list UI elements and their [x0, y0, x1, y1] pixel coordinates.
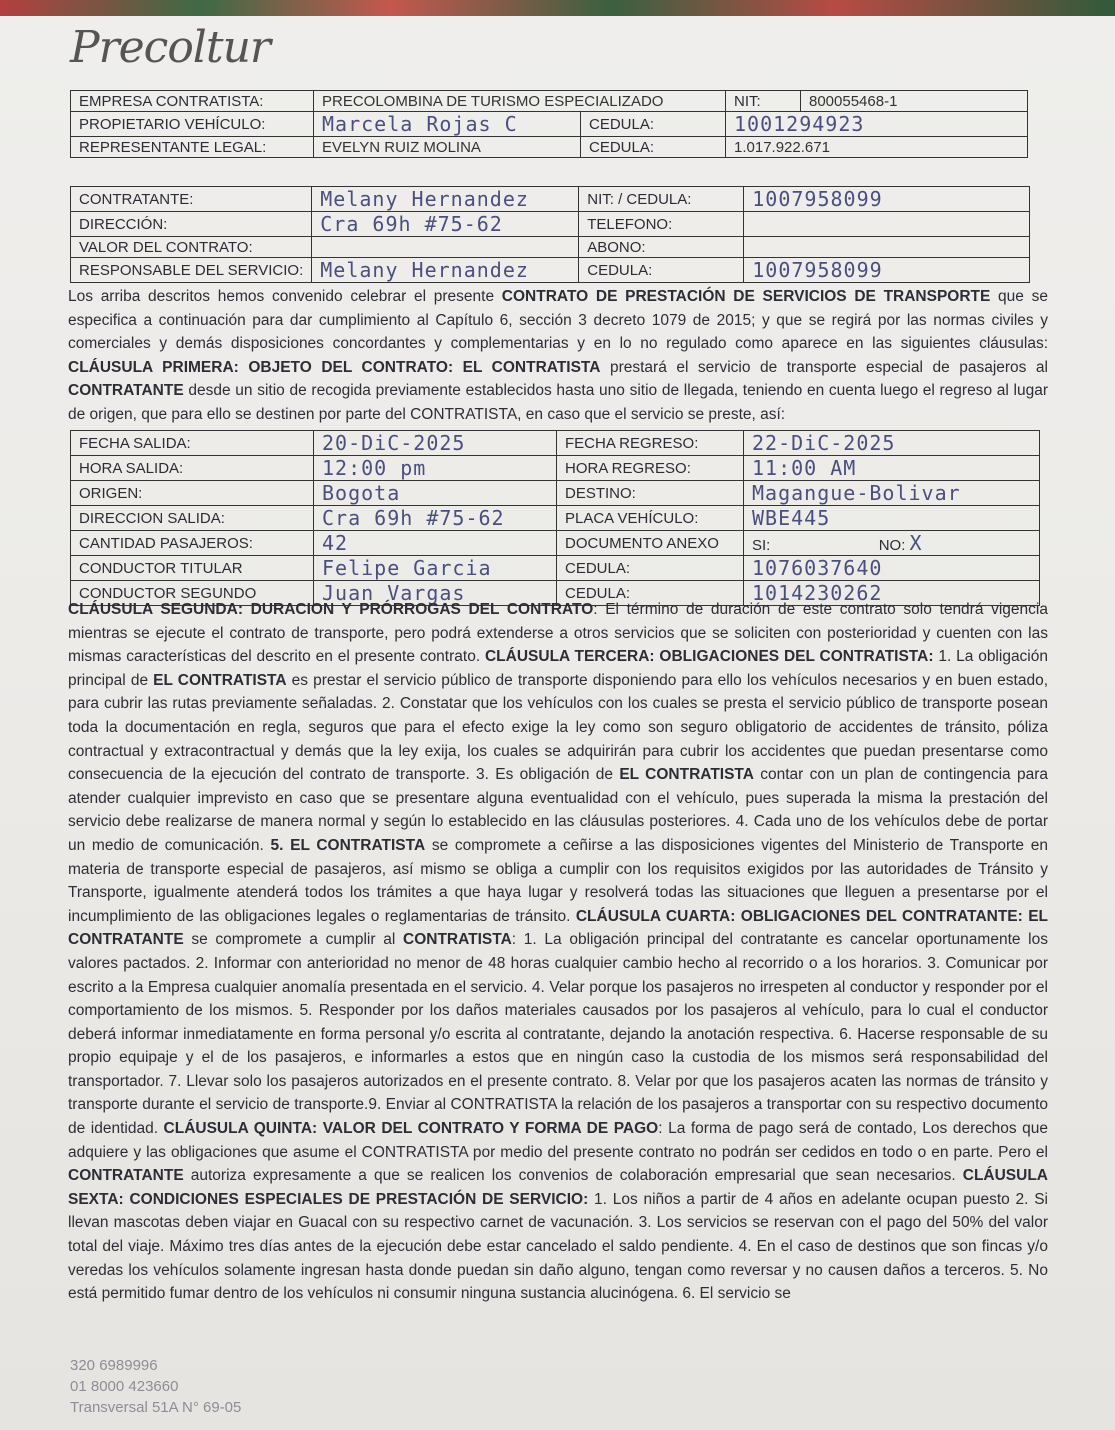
telefono-label: TELEFONO:	[579, 212, 744, 237]
hora-regreso-value: 11:00 AM	[744, 456, 1040, 481]
si-label: SI:	[752, 537, 771, 554]
clause-cuarta-title: CLÁUSULA CUARTA: OBLIGACIONES DEL CONTRATANTE: EL CONTRATANTE	[68, 907, 1049, 949]
clause-sexta-title: CLÁUSULA SEXTA: CONDICIONES ESPECIALES DE PRESTACIÓN DE SERVICIO:	[68, 1167, 1048, 1208]
footer-phone-1: 320 6989996	[70, 1357, 158, 1374]
conductor-segundo-label: CONDUCTOR SEGUNDO	[71, 581, 314, 606]
clause-bold-3: EL CONTRATISTA	[153, 671, 287, 689]
clause-primera-title: CLÁUSULA PRIMERA: OBJETO DEL CONTRATO: EL CONTRATISTA	[68, 358, 601, 376]
clause-text-3: es prestar el servicio público de transporte disponiendo para ello los vehículos necesarios y en buen estado, para cubrir las rutas previamente señaladas. 2. Constatar que los vehículos con los cuales se presta el servicio público de transporte posean toda la documentación en regla, seguros que para el efecto exige la ley como son seguro obligatorio de accidentes de tránsito, póliza contractual y extracontractual y demás que la ley exija, los cuales se adquirirán para cubrir los accidentes que puedan presentarse como consecuencia de la ejecución del contrato de transporte. 3. Es obligación de	[68, 671, 1049, 784]
intro-text-4: desde un sitio de recogida previamente establecidos hasta uno sitio de llegada, teniendo en cuenta luego el regreso al lugar de origen, que para ello se destinen por parte del CONTRATISTA, en caso que el servicio se preste, así:	[68, 382, 1048, 423]
direccion-value: Cra 69h #75-62	[312, 212, 579, 237]
hora-salida-value: 12:00 pm	[314, 456, 557, 481]
representante-value: EVELYN RUIZ MOLINA	[314, 137, 581, 158]
conductor-titular-value: Felipe Garcia	[314, 556, 557, 581]
conductor-segundo-cedula-label: CEDULA:	[557, 581, 744, 606]
intro-text-2: que se especifica a continuación para dar cumplimiento al Capítulo 6, sección 3 decreto 1079 de 2015; y que se regirá por las normas civiles y comerciales y demás disposiciones concordantes y complementarias y en lo no regulado como aparece en las siguientes cláusulas:	[68, 288, 1048, 353]
clauses-paragraph	[68, 598, 1048, 1306]
clause-tercera-title: CLÁUSULA TERCERA: OBLIGACIONES DEL CONTRATISTA:	[484, 648, 934, 666]
origen-label: ORIGEN:	[71, 481, 314, 506]
empresa-value: PRECOLOMBINA DE TURISMO ESPECIALIZADO	[314, 91, 726, 112]
clause-text-1: : El término de duración de este contrato solo tendrá vigencia mientras se ejecute el contrato de transporte, pero podrá extenderse a otros servicios que se soliciten con posterioridad y cuenten con las mismas características del descrito en el presente contrato.	[68, 601, 1048, 666]
abono-label: ABONO:	[579, 237, 744, 258]
clause-bold-4: EL CONTRATISTA	[619, 766, 754, 784]
intro-bold-3: CONTRATANTE	[68, 382, 184, 400]
clause-quinta-title: CLÁUSULA QUINTA: VALOR DEL CONTRATO Y FORMA DE PAGO	[163, 1120, 659, 1138]
intro-text-1: Los arriba descritos hemos convenido celebrar el presente	[68, 288, 502, 305]
direccion-label: DIRECCIÓN:	[71, 212, 312, 237]
telefono-value	[744, 212, 1030, 237]
fecha-salida-label: FECHA SALIDA:	[71, 431, 314, 456]
empresa-label: EMPRESA CONTRATISTA:	[71, 91, 314, 112]
valor-label: VALOR DEL CONTRATO:	[71, 237, 312, 258]
nit-value: 800055468-1	[801, 91, 1028, 112]
cantidad-label: CANTIDAD PASAJEROS:	[71, 531, 314, 556]
placa-value: WBE445	[744, 506, 1040, 531]
propietario-cedula-label: CEDULA:	[581, 112, 726, 137]
propietario-value: Marcela Rojas C	[314, 112, 581, 137]
conductor-titular-label: CONDUCTOR TITULAR	[71, 556, 314, 581]
hora-regreso-label: HORA REGRESO:	[557, 456, 744, 481]
clause-bold-9: CONTRATANTE	[68, 1167, 184, 1185]
responsable-label: RESPONSABLE DEL SERVICIO:	[71, 258, 312, 283]
clause-text-2: 1. La obligación principal de	[68, 648, 1048, 689]
conductor-segundo-cedula-value: 1014230262	[744, 581, 1040, 606]
clause-text-5: se compromete a ceñirse a las disposiciones vigentes del Ministerio de Transporte en materia de transporte especial de pasajeros, así mismo se obliga a cumplir con los requisitos exigidos por las autoridades de Tránsito y Transporte, igualmente atenderá todos los trámites a que haya lugar y resolverá todas las situaciones que lleguen a presentarse por el incumplimiento de las obligaciones legales o reglamentarias de tránsito.	[68, 836, 1048, 925]
valor-value	[312, 237, 579, 258]
company-info-table	[70, 90, 1028, 158]
intro-bold-1: CONTRATO DE PRESTACIÓN DE SERVICIOS DE TRANSPORTE	[501, 288, 991, 305]
destino-value: Magangue-Bolivar	[744, 481, 1040, 506]
no-label: NO:	[878, 537, 906, 554]
propietario-cedula-value: 1001294923	[726, 112, 1028, 137]
clause-text-4: contar con un plan de contingencia para atender cualquier imprevisto en caso que se presentare alguna eventualidad con el vehículo, pues superada la misma la prestación del servicio debe realizarse de manera normal y según lo establecido en las cláusulas posteriores. 4. Cada uno de los vehículos debe de portar un medio de comunicación.	[68, 766, 1049, 854]
documento-anexo-label: DOCUMENTO ANEXO	[557, 531, 744, 556]
clause-bold-5: 5. EL CONTRATISTA	[270, 836, 426, 854]
nit-label: NIT:	[726, 91, 801, 112]
responsable-cedula-label: CEDULA:	[579, 258, 744, 283]
footer-contact	[70, 1355, 241, 1418]
company-logo: Precoltur	[70, 22, 270, 73]
destino-label: DESTINO:	[557, 481, 744, 506]
responsable-value: Melany Hernandez	[312, 258, 579, 283]
footer-address: Transversal 51A N° 69-05	[70, 1399, 242, 1416]
origen-value: Bogota	[314, 481, 557, 506]
clause-text-10: 1. Los niños a partir de 4 años en adelante ocupan puesto 2. Si llevan mascotas deben viajar en Guacal con su respectivo carnet de vacunación. 3. Los servicios se reservan con el pago del 50% del valor total del viaje. Máximo tres días antes de la ejecución debe estar cancelado el saldo pendiente. 4. En el caso de destinos que son fincas y/o veredas los vehículos solamente ingresan hasta donde puedan sin daño alguno, tengan como reversar y no causen daños a terceros. 5. No está permitido fumar dentro de los vehículos ni consumir ninguna sustancia alucinógena. 6. El servicio se	[68, 1190, 1049, 1303]
nit-cedula-label: NIT: / CEDULA:	[579, 187, 744, 212]
tablecloth-edge	[0, 0, 1115, 16]
representante-cedula-label: CEDULA:	[581, 137, 726, 158]
clause-text-9: autoriza expresamente a que se realicen los convenios de colaboración empresarial que sean necesarios.	[183, 1167, 963, 1185]
abono-value	[744, 237, 1030, 258]
footer-phone-2: 01 8000 423660	[70, 1378, 179, 1395]
nit-cedula-value: 1007958099	[744, 187, 1030, 212]
fecha-salida-value: 20-DiC-2025	[314, 431, 557, 456]
clause-text-6: se compromete a cumplir al	[183, 931, 403, 949]
responsable-cedula-value: 1007958099	[744, 258, 1030, 283]
clause-bold-7: CONTRATISTA	[403, 931, 512, 949]
conductor-segundo-value: Juan Vargas	[314, 581, 557, 606]
contratante-table	[70, 186, 1030, 283]
conductor-titular-cedula-value: 1076037640	[744, 556, 1040, 581]
propietario-label: PROPIETARIO VEHÍCULO:	[71, 112, 314, 137]
trip-table	[70, 430, 1040, 606]
documento-anexo-options	[744, 531, 1040, 556]
representante-label: REPRESENTANTE LEGAL:	[71, 137, 314, 158]
conductor-titular-cedula-label: CEDULA:	[557, 556, 744, 581]
contratante-label: CONTRATANTE:	[71, 187, 312, 212]
clause-text-7: : 1. La obligación principal del contratante es cancelar oportunamente los valores pactados. 2. Informar con anterioridad no menor de 48 horas cualquier cambio hecho al recorrido o a los horarios. 3. Comunicar por escrito a la Empresa cualquier anomalía presentada en el servicio. 4. Velar porque los pasajeros no irrespeten al conductor y responder por el comportamiento de los mismos. 5. Responder por los daños materiales causados por los pasajeros al vehículo, para lo cual el conductor deberá informar inmediatamente en forma personal y/o escrita al contratante, dejando la anotación respectiva. 6. Hacerse responsable de su propio equipaje y el de los pasajeros, e informarles a estos que en ningún caso la custodia de los mismos será responsabilidad del transportador. 7. Llevar solo los pasajeros autorizados en el presente contrato. 8. Velar por que los pasajeros acaten las normas de tránsito y transporte durante el servicio de transporte.9. Enviar al CONTRATISTA la relación de los pasajeros a transportar con su respectivo documento de identidad.	[68, 931, 1049, 1138]
clause-segunda-title: CLÁUSULA SEGUNDA: DURACION Y PRÓRROGAS DEL CONTRATO	[68, 601, 594, 618]
direccion-salida-value: Cra 69h #75-62	[314, 506, 557, 531]
no-mark: X	[909, 531, 923, 555]
placa-label: PLACA VEHÍCULO:	[557, 506, 744, 531]
representante-cedula-value: 1.017.922.671	[726, 137, 1028, 158]
intro-paragraph	[68, 285, 1048, 427]
contratante-value: Melany Hernandez	[312, 187, 579, 212]
fecha-regreso-value: 22-DiC-2025	[744, 431, 1040, 456]
cantidad-value: 42	[314, 531, 557, 556]
intro-text-3: prestará el servicio de transporte especial de pasajeros al	[600, 358, 1048, 376]
fecha-regreso-label: FECHA REGRESO:	[557, 431, 744, 456]
direccion-salida-label: DIRECCION SALIDA:	[71, 506, 314, 531]
clause-text-8: : La forma de pago será de contado, Los derechos que adquiere y las obligaciones que asume el CONTRATISTA por medio del presente contrato no podrán ser cedidos en todo o en parte. Pero el	[68, 1120, 1048, 1161]
hora-salida-label: HORA SALIDA:	[71, 456, 314, 481]
